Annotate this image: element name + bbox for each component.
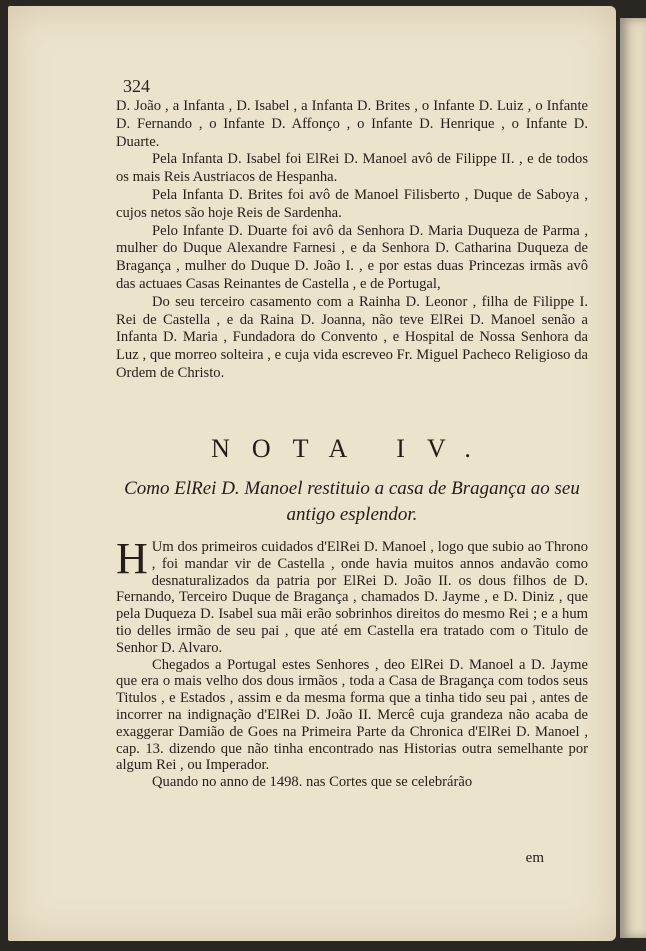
paragraph (116, 534, 588, 657)
genealogy-text (116, 98, 588, 383)
paragraph: Pelo Infante D. Duarte foi avô da Senhora D. Maria Duqueza de Parma , mulher do Duque Alexandre Farnesi , e da Senhora D. Catharina Duqueza de Bragança , mulher do Duque D. João I. , e por estas duas Princezas irmãs avô das actuaes Casas Reinantes de Castella , e de Portugal, (116, 222, 588, 292)
catchword: em (525, 850, 544, 866)
paragraph: Chegados a Portugal estes Senhores , deo ElRei D. Manoel a D. Jayme que era o mais velho dos dous irmãos , toda a Casa de Bragança com todos seus Titulos , e Estados , assim e da mesma forma que a tinha tido seu pai , antes de incorrer na indignação d'ElRei D. João II. Mercê cuja grandeza não acaba de exaggerar Damião de Goes na Primeira Parte da Chronica d'ElRei D. Manoel , cap. 13. dizendo que não tinha encontrado nas Historias outra semelhante por algum Rei , ou Imperador. (116, 656, 588, 774)
section-heading: NOTA IV. (211, 434, 493, 463)
adjacent-page-edge (620, 18, 646, 938)
paragraph: Pela Infanta D. Brites foi avô de Manoel Filisberto , Duque de Saboya , cujos netos são hoje Reis de Sardenha. (116, 186, 588, 221)
paragraph: Do seu terceiro casamento com a Rainha D. Leonor , filha de Filippe I. Rei de Castella , e da Raina D. Joanna, não teve ElRei D. Manoel senão a Infanta D. Maria , Fundadora do Convento , e Hospital de Nossa Senhora da Luz , que morreo solteira , e cuja vida escreveo Fr. Miguel Pacheco Religioso da Ordem de Christo. (116, 293, 588, 381)
paragraph: D. João , a Infanta , D. Isabel , a Infanta D. Brites , o Infante D. Luiz , o Infante D. Fernando , o Infante D. Affonço , o Infante D. Henrique , o Infante D. Duarte. (116, 98, 588, 150)
page-number: 324 (123, 76, 150, 96)
section-subtitle: Como ElRei D. Manoel restituio a casa de Bragança ao seu antigo esplendor. (124, 478, 580, 525)
book-page (8, 6, 616, 941)
nota-body (116, 534, 588, 791)
paragraph: Quando no anno de 1498. nas Cortes que se celebrárão (152, 774, 473, 791)
paragraph: Pela Infanta D. Isabel foi ElRei D. Manoel avô de Filippe II. , e de todos os mais Reis Austriacos de Hespanha. (116, 151, 588, 186)
paragraph-text: Um dos primeiros cuidados d'ElRei D. Manoel , logo que subio ao Throno , foi mandar vir de Castella , onde havia muitos annos andavão como desnaturalizados da patria por ElRei D. João II. os dous filhos de D. Fernando, Terceiro Duque de Bragança , chamados D. Jayme , e D. Diniz , que pela Duqueza D. Isabel sua mãi erão sobrinhos direitos do mesmo Rei ; e a hum tio delles irmão de seu pai , que até em Castella era tratado com o Titulo de Senhor D. Alvaro. (116, 539, 588, 656)
drop-cap: H (116, 534, 148, 583)
